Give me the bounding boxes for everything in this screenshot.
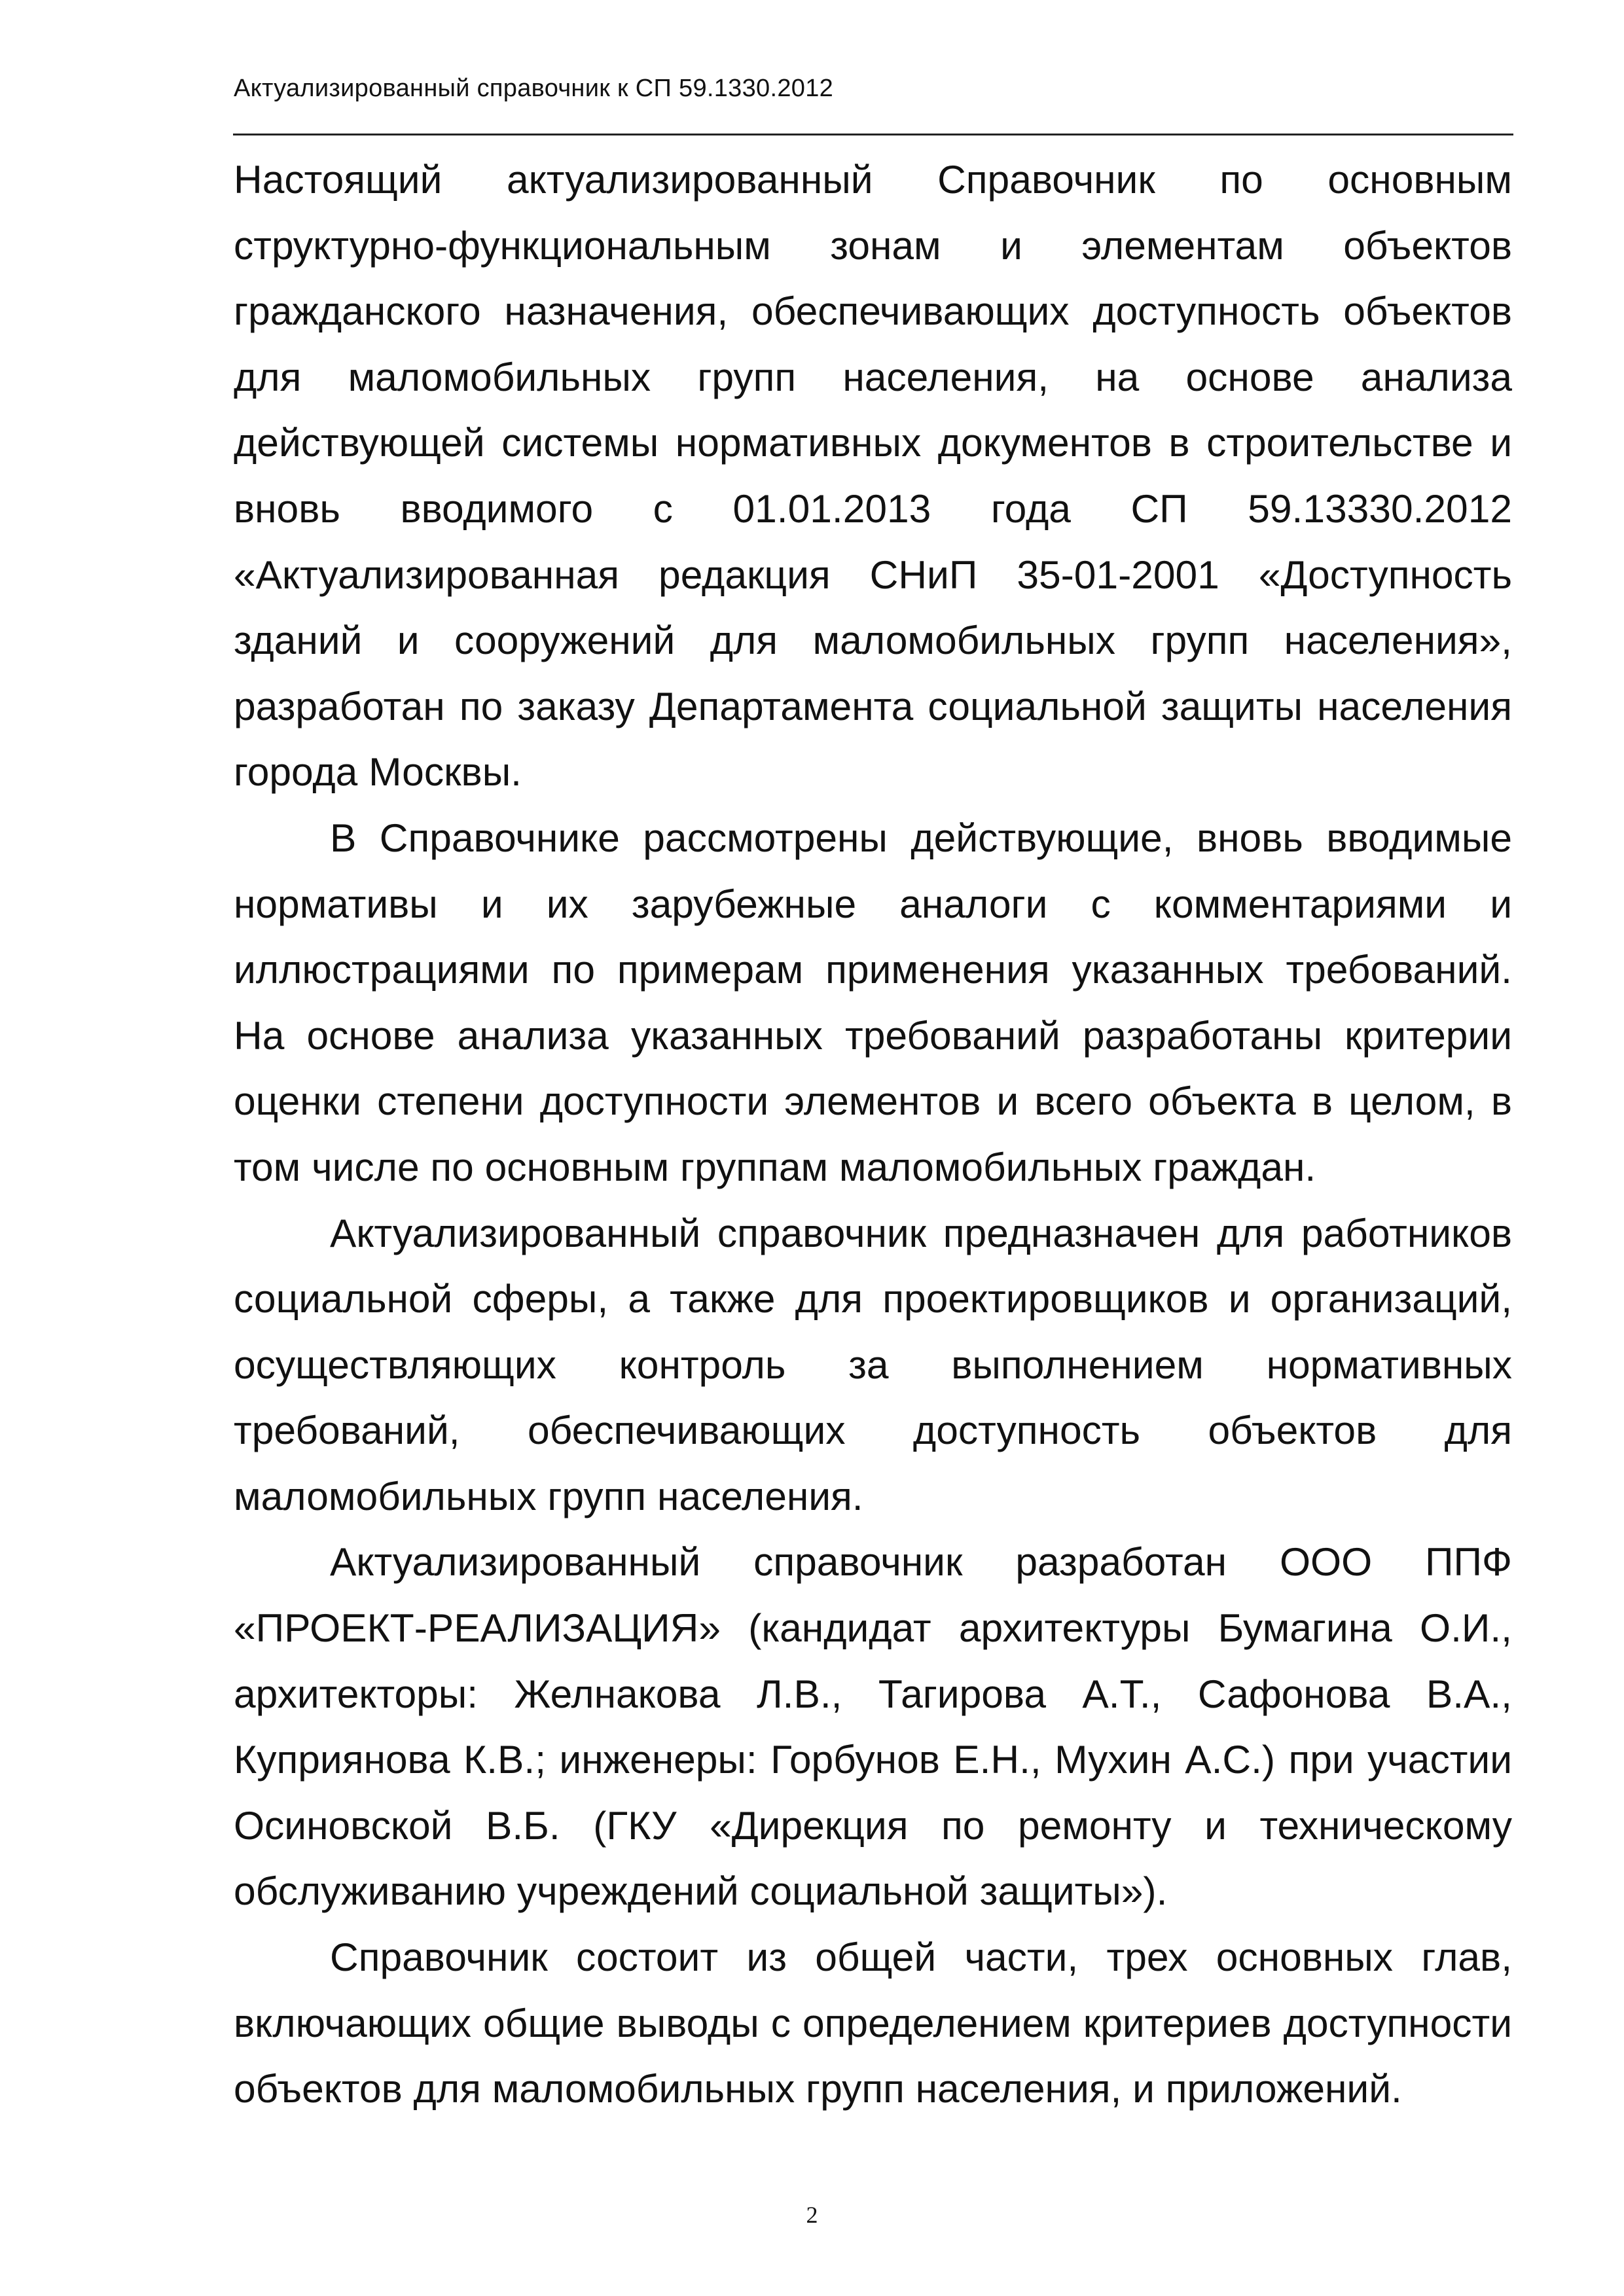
page-number: 2 [806,2202,818,2228]
running-header: Актуализированный справочник к СП 59.1330.2012 [234,75,834,102]
paragraph-audience: Актуализированный справочник предназначен для работников социальной сферы, а также для проектировщиков и организаций, осуществляющих контроль за выполнением нормативных требований, обеспечивающих доступность объектов для маломобильных групп населения. [234,1210,1512,1518]
body-text [234,147,1512,2122]
paragraph-structure: Справочник состоит из общей части, трех основных глав, включающих общие выводы с определением критериев доступности объектов для маломобильных групп населения, и приложений. [234,1935,1512,2111]
header-divider [233,134,1513,135]
paragraph-intro: Настоящий актуализированный Справочник по основным структурно-функциональным зонам и элементам объектов гражданского назначения, обеспечивающих доступность объектов для маломобильных групп населения, на основе анализа действующей системы нормативных документов в строительстве и вновь вводимого с 01.01.2013 года СП 59.13330.2012 «Актуализированная редакция СНиП 35-01-2001 «Доступность зданий и сооружений для маломобильных групп населения», разработан по заказу Департамента социальной защиты населения города Москвы. [234,157,1512,795]
paragraph-authors: Актуализированный справочник разработан ООО ППФ «ПРОЕКТ-РЕАЛИЗАЦИЯ» (кандидат архитектуры Бумагина О.И., архитекторы: Желнакова Л.В., Тагирова А.Т., Сафонова В.А., Куприянова К.В.; инженеры: Горбунов Е.Н., Мухин А.С.) при участии Осиновской В.Б. (ГКУ «Дирекция по ремонту и техническому обслуживанию учреждений социальной защиты»). [234,1539,1512,1914]
paragraph-contents: В Справочнике рассмотрены действующие, вновь вводимые нормативы и их зарубежные аналоги с комментариями и иллюстрациями по примерам применения указанных требований. На основе анализа указанных требований разработаны критерии оценки степени доступности элементов и всего объекта в целом, в том числе по основным группам маломобильных граждан. [234,815,1512,1189]
